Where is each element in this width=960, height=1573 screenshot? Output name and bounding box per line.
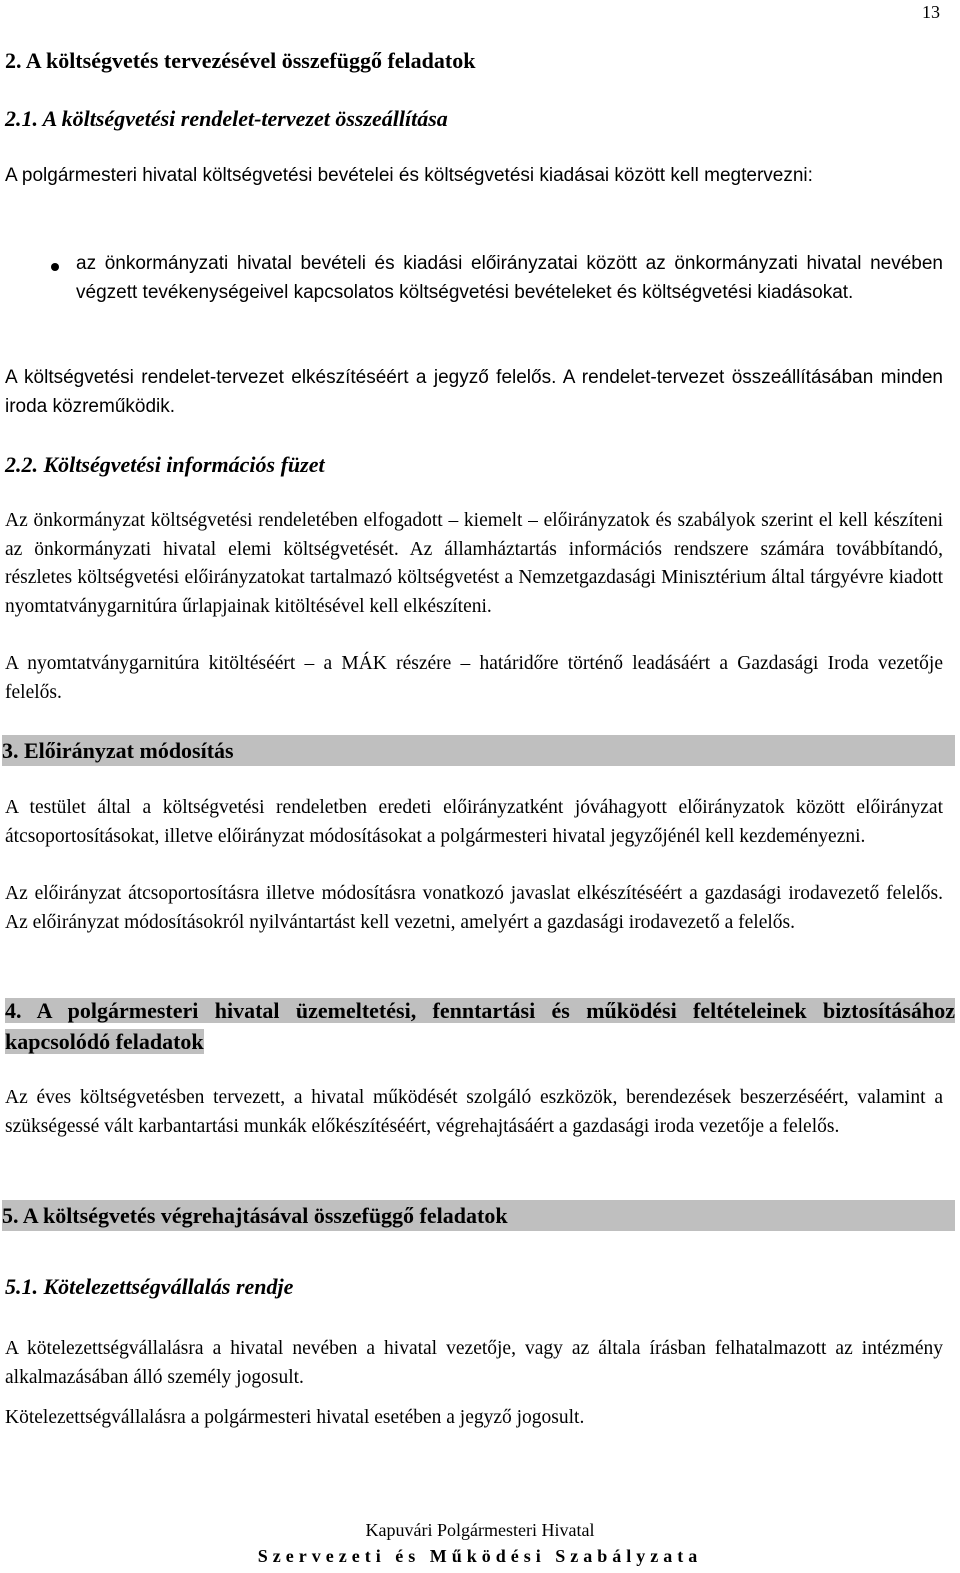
section-5-1-paragraph-1: A kötelezettségvállalásra a hivatal nevében a hivatal vezetője, vagy az általa írásban felhatalmazott az intézmény alkalmazásában álló személy jogosult.	[5, 1338, 943, 1388]
section-3-paragraph-2: Az előirányzat átcsoportosításra illetve módosításra vonatkozó javaslat elkészítéséért a gazdasági irodavezető felelős. Az előirányzat módosításokról nyilvántartást kell vezetni, amelyért a gazdasági irodavezető a felelős.	[5, 883, 943, 933]
bullet-icon	[51, 263, 59, 271]
section-2-heading: 2. A költségvetés tervezésével összefüggő feladatok	[5, 48, 476, 73]
section-4-paragraph-1: Az éves költségvetésben tervezett, a hivatal működését szolgáló eszközök, berendezések beszerzéséért, valamint a szükségessé vált karbantartási munkák előkészítéséért, végrehajtásáért a gazdasági iroda vezetője a felelős.	[5, 1087, 943, 1137]
section-2-2-paragraph-1: Az önkormányzat költségvetési rendeletében elfogadott – kiemelt – előirányzatok és szabályok szerint el kell készíteni az önkormányzati hivatal elemi költségvetését. Az államháztartás információs rendszere számára továbbítandó, részletes költségvetési előirányzatokat tartalmazó költségvetést a Nemzetgazdasági Minisztérium által tárgyévre kiadott nyomtatványgarnitúra űrlapjainak kitöltésével kell elkészíteni.	[5, 510, 943, 617]
section-2-1-intro: A polgármesteri hivatal költségvetési bevételei és költségvetési kiadásai között kell megtervezni:	[5, 165, 813, 186]
section-2-2-heading: 2.2. Költségvetési információs füzet	[5, 452, 325, 477]
footer-organization: Kapuvári Polgármesteri Hivatal	[365, 1520, 595, 1540]
section-3-paragraph-1: A testület által a költségvetési rendeletben eredeti előirányzatként jóváhagyott előirányzatok között előirányzat átcsoportosításokat, illetve előirányzat módosításokat a polgármesteri hivatal jegyzőjénél kell kezdeményezni.	[5, 797, 943, 847]
section-5-1-paragraph-2: Kötelezettségvállalásra a polgármesteri hivatal esetében a jegyző jogosult.	[5, 1407, 585, 1428]
section-2-2-paragraph-2: A nyomtatványgarnitúra kitöltéséért – a MÁK részére – határidőre történő leadásáért a Gazdasági Iroda vezetője felelős.	[5, 653, 943, 703]
bullet-item: az önkormányzati hivatal bevételi és kiadási előirányzatai között az önkormányzati hivatal nevében végzett tevékenységeivel kapcsolatos költségvetési bevételeket és költségvetési kiadásokat.	[76, 253, 943, 303]
section-2-1-responsibility: A költségvetési rendelet-tervezet elkészítéséért a jegyző felelős. A rendelet-tervezet összeállításában minden iroda közreműködik.	[5, 367, 943, 417]
bullet-list	[5, 250, 943, 340]
section-5-heading: 5. A költségvetés végrehajtásával összefüggő feladatok	[2, 1200, 955, 1231]
page-number: 13	[922, 2, 940, 22]
section-5-1-heading: 5.1. Kötelezettségvállalás rendje	[5, 1274, 294, 1299]
section-4-heading-text: 4. A polgármesteri hivatal üzemeltetési, fenntartási és működési feltételeinek biztosításához kapcsolódó feladatok	[5, 998, 955, 1054]
section-4-heading	[5, 995, 955, 1057]
footer-document-title: Szervezeti és Működési Szabályzata	[257, 1546, 703, 1566]
section-2-1-heading: 2.1. A költségvetési rendelet-tervezet összeállítása	[5, 106, 448, 131]
section-3-heading: 3. Előirányzat módosítás	[2, 735, 955, 766]
